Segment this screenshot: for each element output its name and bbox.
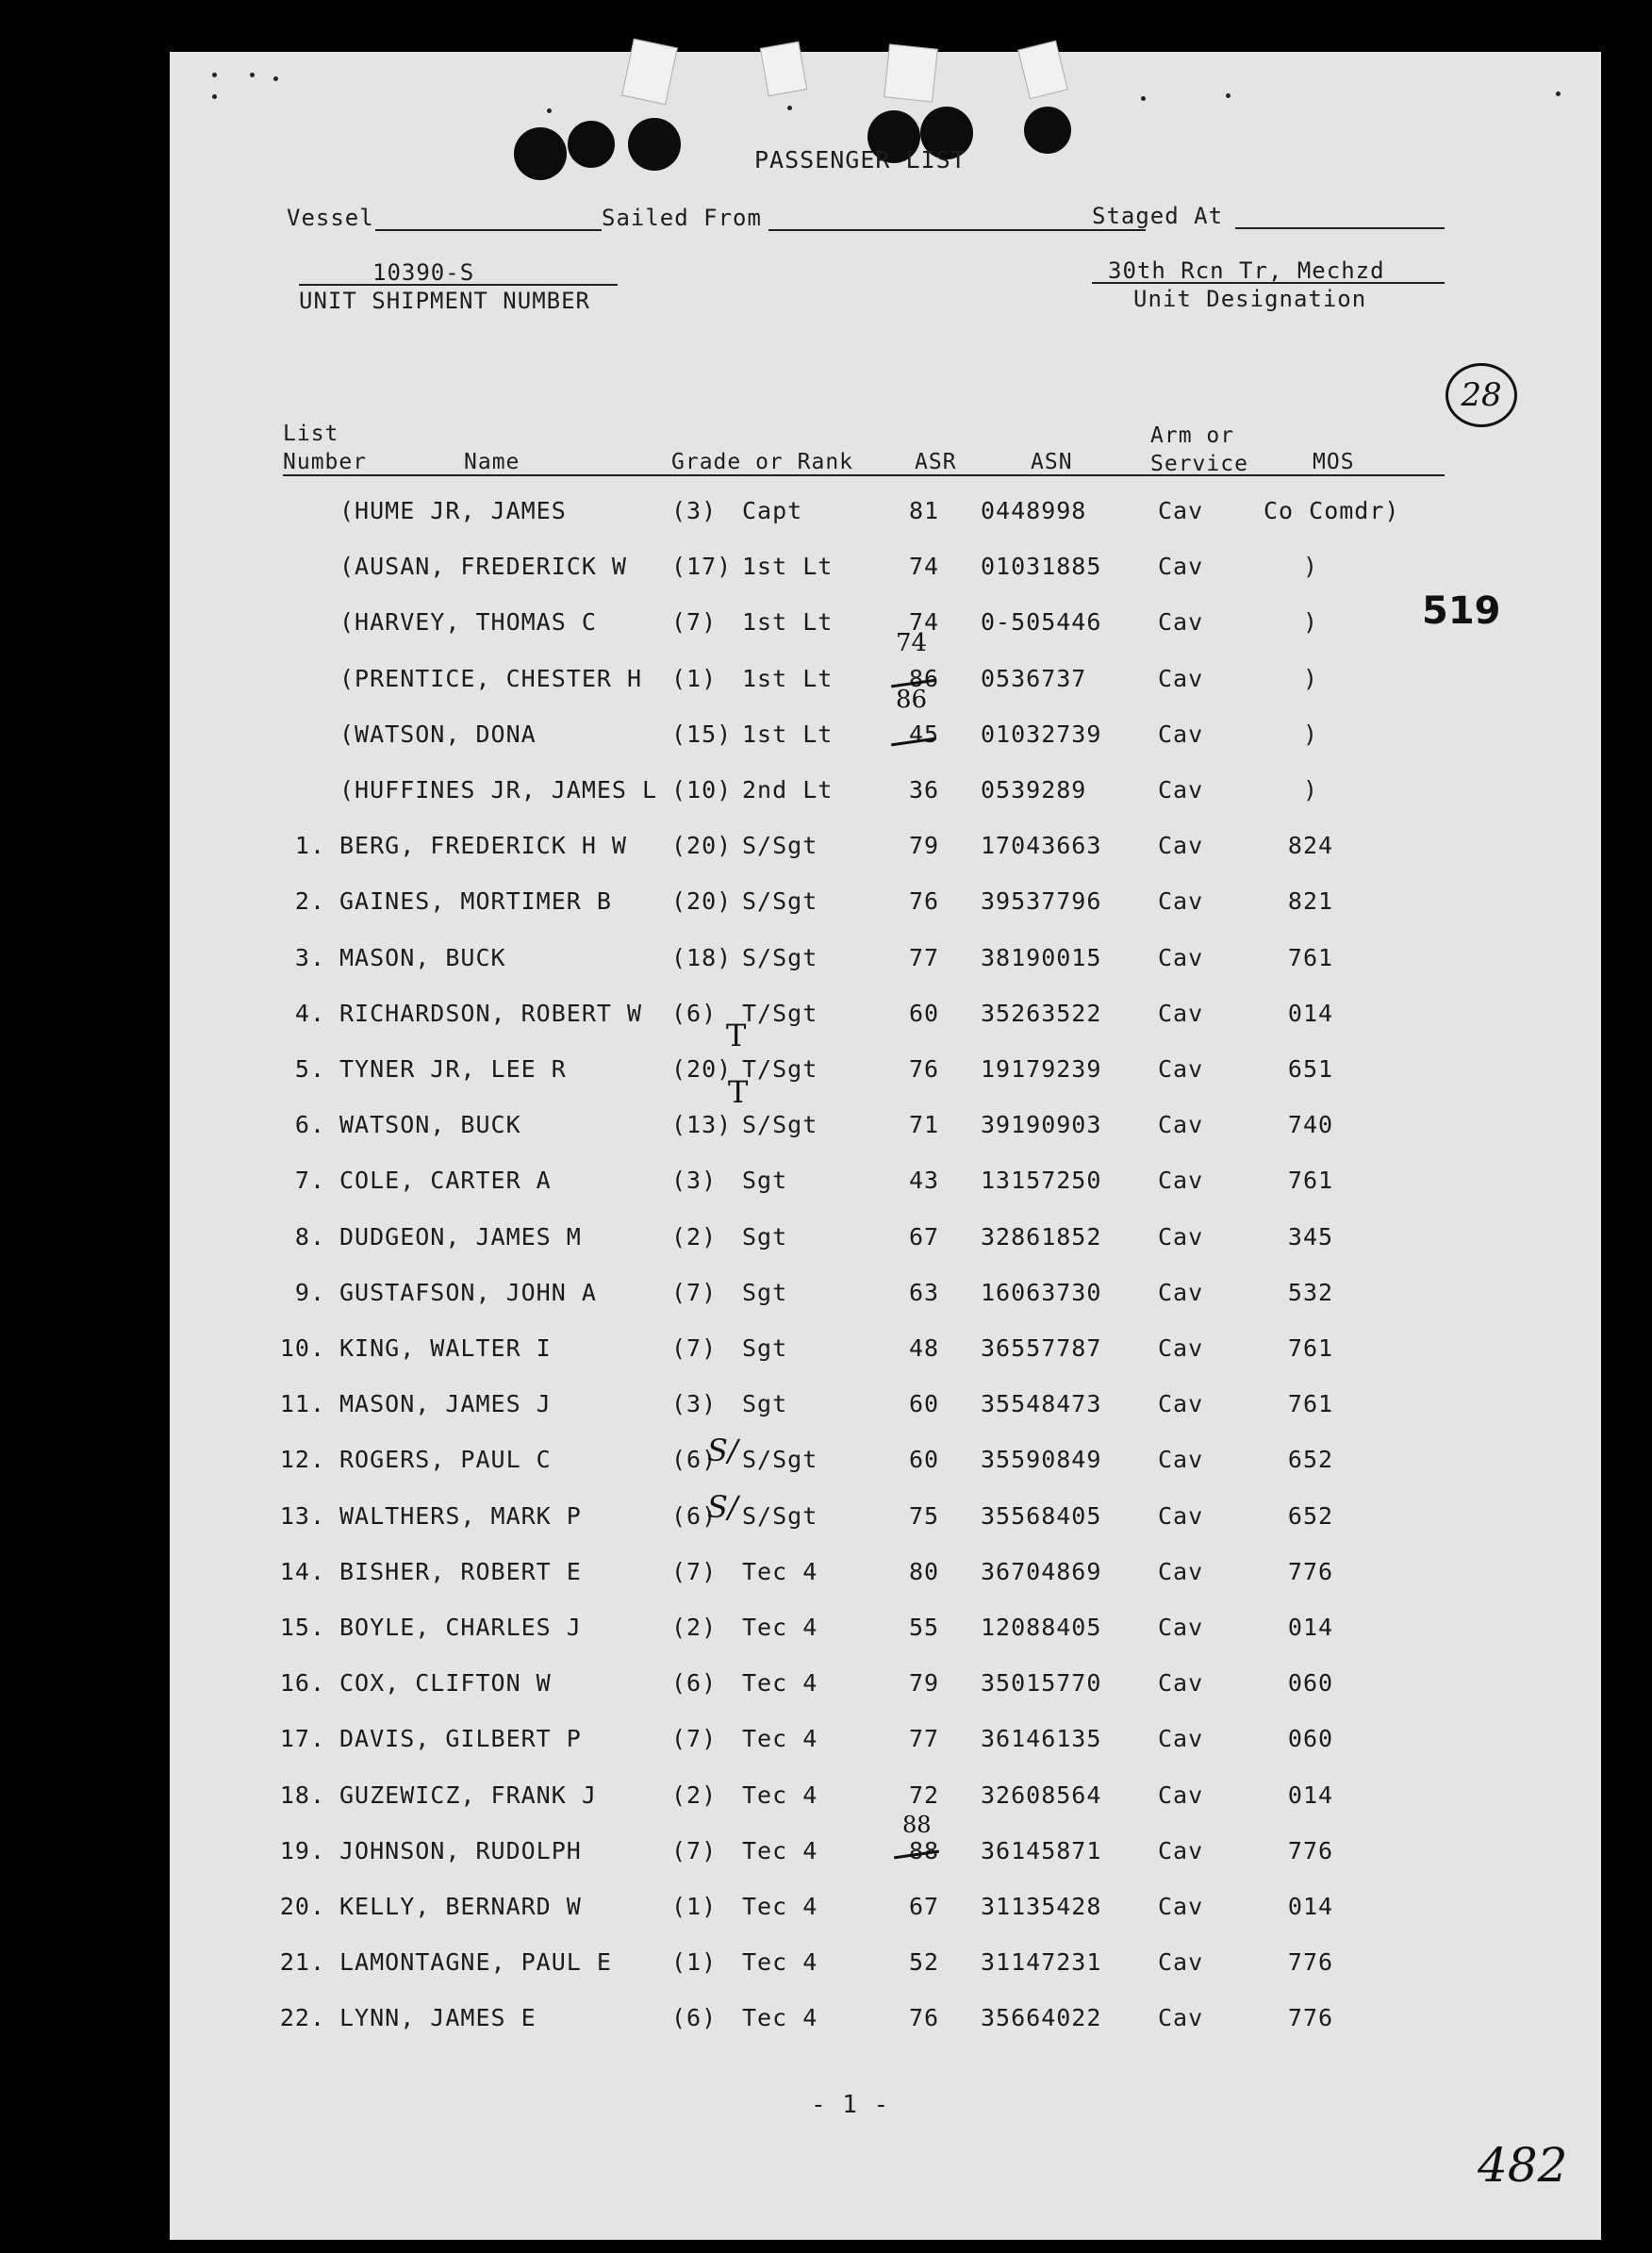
table-row <box>170 1000 1601 1037</box>
handwritten-t-mark: T <box>726 1018 747 1053</box>
paper-tear <box>760 41 807 97</box>
vessel-blank <box>375 229 602 231</box>
rank-cell: 1st Lt <box>742 553 834 581</box>
rank-cell: Sgt <box>742 1222 788 1251</box>
arm-service-cell: Cav <box>1158 999 1204 1027</box>
asn-cell: 35590849 <box>981 1446 1102 1474</box>
passenger-name-cell: TYNER JR, LEE R <box>339 1055 567 1083</box>
staged-at-label: Staged At <box>1092 203 1224 229</box>
asn-cell: 39537796 <box>981 887 1102 916</box>
arm-service-cell: Cav <box>1158 1334 1204 1362</box>
arm-service-cell: Cav <box>1158 497 1204 524</box>
grade-cell: (1) <box>671 1893 718 1920</box>
col-header-grade-rank: Grade or Rank <box>671 450 854 474</box>
arm-service-cell: Cav <box>1158 608 1204 637</box>
rank-cell: S/Sgt <box>742 1446 818 1474</box>
asr-cell: 48 <box>908 1334 940 1362</box>
passenger-name-cell: BOYLE, CHARLES J <box>339 1614 582 1641</box>
mos-cell: ) <box>1302 720 1319 748</box>
rank-cell: T/Sgt <box>742 999 818 1027</box>
mark-dot <box>1556 91 1561 96</box>
table-row <box>170 1334 1601 1372</box>
asr-cell: 55 <box>908 1614 940 1641</box>
handwritten-s-mark: S/ <box>707 1433 738 1468</box>
mos-cell: 014 <box>1287 999 1334 1027</box>
rank-cell: Tec 4 <box>742 1725 818 1753</box>
asr-cell: 76 <box>908 887 940 916</box>
passenger-name-cell: MASON, BUCK <box>339 943 506 971</box>
circled-page-number <box>1446 363 1517 427</box>
asn-cell: 36145871 <box>981 1836 1102 1864</box>
shipment-number: 10390-S <box>372 259 475 286</box>
asn-cell: 38190015 <box>981 943 1102 971</box>
list-number-cell: 18. <box>279 1781 325 1809</box>
list-number-cell: 1. <box>294 832 325 860</box>
asn-cell: 19179239 <box>981 1055 1102 1083</box>
passenger-name-cell: BERG, FREDERICK H W <box>339 832 627 860</box>
vessel-label: Vessel <box>287 205 374 231</box>
col-header-name: Name <box>464 450 520 474</box>
passenger-name-cell: WALTHERS, MARK P <box>339 1501 582 1530</box>
table-row <box>170 944 1601 982</box>
grade-cell: (7) <box>671 608 718 637</box>
asr-cell: 45 <box>908 720 940 748</box>
passenger-name-cell: (HUME JR, JAMES <box>339 497 567 524</box>
arm-service-cell: Cav <box>1158 1390 1204 1418</box>
asr-cell: 63 <box>908 1278 940 1306</box>
passenger-name-cell: (HUFFINES JR, JAMES L <box>339 776 658 803</box>
asn-cell: 01032739 <box>981 720 1102 748</box>
table-row <box>170 1446 1601 1483</box>
list-number-cell: 6. <box>294 1111 325 1139</box>
list-number-cell: 8. <box>294 1222 325 1251</box>
asn-cell: 17043663 <box>981 832 1102 860</box>
passenger-name-cell: KELLY, BERNARD W <box>339 1893 582 1920</box>
handwritten-correction-88: 88 <box>902 1812 932 1838</box>
unit-designation: 30th Rcn Tr, Mechzd <box>1108 257 1385 284</box>
table-row <box>170 553 1601 590</box>
asn-cell: 36704869 <box>981 1557 1102 1585</box>
grade-cell: (3) <box>671 1167 718 1195</box>
staged-at-blank <box>1235 227 1445 229</box>
rank-cell: Capt <box>742 497 803 524</box>
asn-cell: 32861852 <box>981 1222 1102 1251</box>
table-row <box>170 2004 1601 2042</box>
list-number-cell: 19. <box>279 1836 325 1864</box>
arm-service-cell: Cav <box>1158 1669 1204 1698</box>
rank-cell: 1st Lt <box>742 608 834 637</box>
passenger-name-cell: DAVIS, GILBERT P <box>339 1725 582 1753</box>
table-row <box>170 1111 1601 1149</box>
mark-dot <box>1226 93 1231 98</box>
mos-cell: 014 <box>1287 1893 1334 1920</box>
asr-cell: 74 <box>908 553 940 581</box>
mos-cell: 060 <box>1287 1725 1334 1753</box>
rank-cell: S/Sgt <box>742 887 818 916</box>
passenger-name-cell: LAMONTAGNE, PAUL E <box>339 1948 612 1977</box>
rank-cell: Tec 4 <box>742 1614 818 1641</box>
asr-cell: 77 <box>908 1725 940 1753</box>
mos-cell: 740 <box>1287 1111 1334 1139</box>
list-number-cell: 14. <box>279 1557 325 1585</box>
table-row <box>170 832 1601 870</box>
rank-cell: S/Sgt <box>742 943 818 971</box>
form-title: PASSENGER LIST <box>754 146 966 174</box>
asn-cell: 35548473 <box>981 1390 1102 1418</box>
table-row <box>170 1725 1601 1763</box>
rank-cell: Tec 4 <box>742 1669 818 1698</box>
mos-cell: 532 <box>1287 1278 1334 1306</box>
asn-cell: 0448998 <box>981 497 1087 524</box>
table-row <box>170 1558 1601 1596</box>
grade-cell: (7) <box>671 1557 718 1585</box>
punch-hole <box>628 118 681 171</box>
grade-cell: (6) <box>671 1446 718 1474</box>
passenger-name-cell: GUSTAFSON, JOHN A <box>339 1278 597 1306</box>
grade-cell: (20) <box>671 1055 733 1083</box>
asn-cell: 16063730 <box>981 1278 1102 1306</box>
grade-cell: (1) <box>671 664 718 692</box>
rank-cell: S/Sgt <box>742 1501 818 1530</box>
grade-cell: (20) <box>671 832 733 860</box>
asn-cell: 35015770 <box>981 1669 1102 1698</box>
asn-cell: 32608564 <box>981 1781 1102 1809</box>
rank-cell: 2nd Lt <box>742 776 834 803</box>
arm-service-cell: Cav <box>1158 1222 1204 1251</box>
arm-service-cell: Cav <box>1158 832 1204 860</box>
grade-cell: (17) <box>671 553 733 581</box>
paper-tear <box>884 43 938 102</box>
shipment-number-line <box>299 284 618 286</box>
grade-cell: (1) <box>671 1948 718 1977</box>
table-row <box>170 1837 1601 1875</box>
grade-cell: (7) <box>671 1334 718 1362</box>
grade-cell: (7) <box>671 1725 718 1753</box>
table-row <box>170 1390 1601 1428</box>
document-page <box>170 52 1601 2240</box>
asn-cell: 39190903 <box>981 1111 1102 1139</box>
rank-cell: Tec 4 <box>742 1836 818 1864</box>
mos-cell: 345 <box>1287 1222 1334 1251</box>
punch-hole <box>514 127 567 180</box>
mos-cell: 776 <box>1287 2004 1334 2032</box>
list-number-cell: 2. <box>294 887 325 916</box>
mos-cell: 060 <box>1287 1669 1334 1698</box>
sailed-from-blank <box>768 229 1146 231</box>
asr-cell: 60 <box>908 1390 940 1418</box>
mos-cell: 776 <box>1287 1557 1334 1585</box>
mos-cell: 651 <box>1287 1055 1334 1083</box>
mos-cell: 824 <box>1287 832 1334 860</box>
table-row <box>170 608 1601 646</box>
handwritten-correction-74: 74 <box>896 629 928 657</box>
list-number-cell: 12. <box>279 1446 325 1474</box>
list-number-cell: 3. <box>294 943 325 971</box>
passenger-name-cell: GUZEWICZ, FRANK J <box>339 1781 597 1809</box>
arm-service-cell: Cav <box>1158 1278 1204 1306</box>
asr-cell: 72 <box>908 1781 940 1809</box>
asn-cell: 36557787 <box>981 1334 1102 1362</box>
handwritten-correction-86: 86 <box>896 686 928 714</box>
grade-cell: (20) <box>671 887 733 916</box>
rank-cell: Tec 4 <box>742 1893 818 1920</box>
passenger-name-cell: (PRENTICE, CHESTER H <box>339 664 643 692</box>
unit-designation-line <box>1092 282 1445 284</box>
arm-service-cell: Cav <box>1158 1557 1204 1585</box>
arm-service-cell: Cav <box>1158 1725 1204 1753</box>
mos-cell: ) <box>1302 608 1319 637</box>
arm-service-cell: Cav <box>1158 1167 1204 1195</box>
rank-cell: Tec 4 <box>742 1948 818 1977</box>
asr-cell: 79 <box>908 832 940 860</box>
asn-cell: 36146135 <box>981 1725 1102 1753</box>
col-header-mos: MOS <box>1313 450 1355 474</box>
table-row <box>170 1893 1601 1930</box>
asr-cell: 88 <box>908 1836 940 1864</box>
table-row <box>170 721 1601 758</box>
asr-cell: 81 <box>908 497 940 524</box>
arm-service-cell: Cav <box>1158 1893 1204 1920</box>
asr-cell: 76 <box>908 2004 940 2032</box>
passenger-name-cell: LYNN, JAMES E <box>339 2004 537 2032</box>
list-number-cell: 22. <box>279 2004 325 2032</box>
grade-cell: (6) <box>671 1501 718 1530</box>
asn-cell: 0539289 <box>981 776 1087 803</box>
table-row <box>170 1948 1601 1986</box>
table-row <box>170 1167 1601 1204</box>
table-row <box>170 497 1601 535</box>
list-number-cell: 20. <box>279 1893 325 1920</box>
handwritten-t-mark: T <box>728 1074 749 1110</box>
grade-cell: (6) <box>671 2004 718 2032</box>
list-number-cell: 9. <box>294 1278 325 1306</box>
arm-service-cell: Cav <box>1158 887 1204 916</box>
passenger-name-cell: COLE, CARTER A <box>339 1167 552 1195</box>
col-header-asn: ASN <box>1031 450 1073 474</box>
passenger-name-cell: RICHARDSON, ROBERT W <box>339 999 643 1027</box>
grade-cell: (3) <box>671 1390 718 1418</box>
asr-cell: 76 <box>908 1055 940 1083</box>
passenger-name-cell: KING, WALTER I <box>339 1334 552 1362</box>
passenger-name-cell: WATSON, BUCK <box>339 1111 521 1139</box>
mark-dot <box>547 108 552 113</box>
asn-cell: 31135428 <box>981 1893 1102 1920</box>
mos-cell: 761 <box>1287 1334 1334 1362</box>
asn-cell: 35568405 <box>981 1501 1102 1530</box>
table-row <box>170 887 1601 925</box>
mos-cell: 776 <box>1287 1836 1334 1864</box>
rank-cell: Tec 4 <box>742 2004 818 2032</box>
grade-cell: (18) <box>671 943 733 971</box>
table-row <box>170 1279 1601 1317</box>
arm-service-cell: Cav <box>1158 1781 1204 1809</box>
rank-cell: Sgt <box>742 1390 788 1418</box>
arm-service-cell: Cav <box>1158 553 1204 581</box>
list-number-cell: 13. <box>279 1501 325 1530</box>
asr-cell: 80 <box>908 1557 940 1585</box>
passenger-name-cell: COX, CLIFTON W <box>339 1669 552 1698</box>
mos-cell: 652 <box>1287 1501 1334 1530</box>
table-row <box>170 1223 1601 1261</box>
mos-cell: 761 <box>1287 1167 1334 1195</box>
list-number-cell: 4. <box>294 999 325 1027</box>
arm-service-cell: Cav <box>1158 1948 1204 1977</box>
mark-dot <box>250 73 255 77</box>
col-header-list-number: List Number <box>283 422 368 474</box>
passenger-name-cell: MASON, JAMES J <box>339 1390 552 1418</box>
mark-dot <box>787 106 792 110</box>
passenger-name-cell: (WATSON, DONA <box>339 720 537 748</box>
arm-service-cell: Cav <box>1158 1501 1204 1530</box>
arm-service-cell: Cav <box>1158 2004 1204 2032</box>
list-number-cell: 15. <box>279 1614 325 1641</box>
header-underline <box>283 474 1445 476</box>
asn-cell: 12088405 <box>981 1614 1102 1641</box>
arm-service-cell: Cav <box>1158 1446 1204 1474</box>
arm-service-cell: Cav <box>1158 1055 1204 1083</box>
mos-cell: Co Comdr) <box>1264 497 1400 524</box>
passenger-name-cell: BISHER, ROBERT E <box>339 1557 582 1585</box>
asn-cell: 0-505446 <box>981 608 1102 637</box>
table-row <box>170 1614 1601 1651</box>
grade-cell: (2) <box>671 1614 718 1641</box>
grade-cell: (2) <box>671 1781 718 1809</box>
passenger-name-cell: ROGERS, PAUL C <box>339 1446 552 1474</box>
passenger-name-cell: DUDGEON, JAMES M <box>339 1222 582 1251</box>
asr-cell: 79 <box>908 1669 940 1698</box>
table-row <box>170 1669 1601 1707</box>
list-number-cell: 10. <box>279 1334 325 1362</box>
list-number-cell: 21. <box>279 1948 325 1977</box>
paper-tear <box>621 39 678 106</box>
rank-cell: T/Sgt <box>742 1055 818 1083</box>
passenger-name-cell: GAINES, MORTIMER B <box>339 887 612 916</box>
grade-cell: (15) <box>671 720 733 748</box>
mark-dot <box>273 76 278 81</box>
arm-service-cell: Cav <box>1158 1111 1204 1139</box>
asn-cell: 35664022 <box>981 2004 1102 2032</box>
col-header-asr: ASR <box>915 450 957 474</box>
handwritten-s-mark: S/ <box>707 1489 738 1525</box>
circled-number-text: 28 <box>1461 376 1502 414</box>
mos-cell: 652 <box>1287 1446 1334 1474</box>
asn-cell: 0536737 <box>981 664 1087 692</box>
asr-cell: 71 <box>908 1111 940 1139</box>
mos-cell: ) <box>1302 664 1319 692</box>
list-number-cell: 11. <box>279 1390 325 1418</box>
unit-designation-label: Unit Designation <box>1133 286 1367 312</box>
arm-service-cell: Cav <box>1158 1836 1204 1864</box>
list-number-cell: 7. <box>294 1167 325 1195</box>
rank-cell: Tec 4 <box>742 1781 818 1809</box>
table-row <box>170 665 1601 703</box>
arm-service-cell: Cav <box>1158 943 1204 971</box>
grade-cell: (7) <box>671 1836 718 1864</box>
punch-hole <box>1024 107 1071 154</box>
list-number-cell: 16. <box>279 1669 325 1698</box>
asr-cell: 60 <box>908 999 940 1027</box>
rank-cell: 1st Lt <box>742 664 834 692</box>
mos-cell: 014 <box>1287 1614 1334 1641</box>
asr-cell: 60 <box>908 1446 940 1474</box>
mos-cell: 761 <box>1287 943 1334 971</box>
rank-cell: Tec 4 <box>742 1557 818 1585</box>
col-header-arm-service: Arm or Service <box>1150 423 1248 476</box>
mos-cell: ) <box>1302 553 1319 581</box>
page-number: - 1 - <box>811 2091 890 2119</box>
list-number-cell: 17. <box>279 1725 325 1753</box>
grade-cell: (10) <box>671 776 733 803</box>
grade-cell: (3) <box>671 497 718 524</box>
asr-cell: 52 <box>908 1948 940 1977</box>
mos-cell: 821 <box>1287 887 1334 916</box>
side-number-519: 519 <box>1422 589 1501 633</box>
arm-service-cell: Cav <box>1158 776 1204 803</box>
asr-cell: 77 <box>908 943 940 971</box>
asr-cell: 74 <box>908 608 940 637</box>
mark-dot <box>1141 96 1146 101</box>
grade-cell: (7) <box>671 1278 718 1306</box>
mark-dot <box>212 73 217 77</box>
table-row <box>170 1055 1601 1093</box>
punch-hole <box>568 121 615 168</box>
mos-cell: 761 <box>1287 1390 1334 1418</box>
passenger-name-cell: (AUSAN, FREDERICK W <box>339 553 627 581</box>
rank-cell: Sgt <box>742 1278 788 1306</box>
grade-cell: (6) <box>671 999 718 1027</box>
rank-cell: Sgt <box>742 1167 788 1195</box>
asn-cell: 31147231 <box>981 1948 1102 1977</box>
rank-cell: S/Sgt <box>742 832 818 860</box>
grade-cell: (6) <box>671 1669 718 1698</box>
arm-service-cell: Cav <box>1158 664 1204 692</box>
asr-cell: 75 <box>908 1501 940 1530</box>
asn-cell: 01031885 <box>981 553 1102 581</box>
asn-cell: 35263522 <box>981 999 1102 1027</box>
paper-tear <box>1017 41 1068 100</box>
sailed-from-label: Sailed From <box>602 205 762 231</box>
grade-cell: (2) <box>671 1222 718 1251</box>
asr-cell: 86 <box>908 664 940 692</box>
rank-cell: Sgt <box>742 1334 788 1362</box>
rank-cell: 1st Lt <box>742 720 834 748</box>
rank-cell: S/Sgt <box>742 1111 818 1139</box>
asr-cell: 67 <box>908 1893 940 1920</box>
arm-service-cell: Cav <box>1158 1614 1204 1641</box>
arm-service-cell: Cav <box>1158 720 1204 748</box>
passenger-name-cell: JOHNSON, RUDOLPH <box>339 1836 582 1864</box>
asr-cell: 43 <box>908 1167 940 1195</box>
asn-cell: 13157250 <box>981 1167 1102 1195</box>
passenger-name-cell: (HARVEY, THOMAS C <box>339 608 597 637</box>
asr-cell: 36 <box>908 776 940 803</box>
grade-cell: (13) <box>671 1111 733 1139</box>
mark-dot <box>212 94 217 99</box>
table-row <box>170 776 1601 814</box>
handwritten-482: 482 <box>1478 2138 1568 2193</box>
mos-cell: ) <box>1302 776 1319 803</box>
mos-cell: 776 <box>1287 1948 1334 1977</box>
shipment-number-label: UNIT SHIPMENT NUMBER <box>299 288 590 314</box>
table-row <box>170 1502 1601 1540</box>
asr-cell: 67 <box>908 1222 940 1251</box>
mos-cell: 014 <box>1287 1781 1334 1809</box>
table-row <box>170 1781 1601 1819</box>
list-number-cell: 5. <box>294 1055 325 1083</box>
